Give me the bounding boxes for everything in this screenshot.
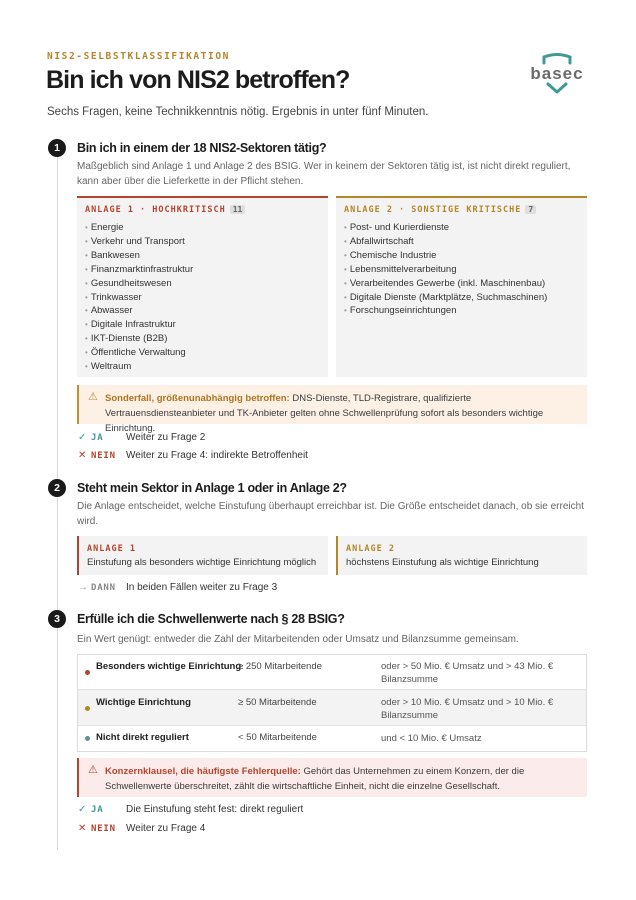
anlage-1-list <box>85 221 193 374</box>
question-2-description: Die Anlage entscheidet, welche Einstufung überhaupt erreichbar ist. Die Größe entscheidet danach, ob sie erreicht wird. <box>77 501 584 527</box>
anlage-1-heading: ANLAGE 1 · HOCHKRITISCH 11 <box>85 205 245 215</box>
list-item: • Digitale Dienste (Marktplätze, Suchmaschinen) <box>344 291 548 303</box>
row-label: Nicht direkt reguliert <box>96 732 189 743</box>
list-item: • Energie <box>85 222 124 233</box>
list-item: • Lebensmittelverarbeitung <box>344 263 457 275</box>
step-number-2: 2 <box>48 479 66 497</box>
group-clause-callout <box>77 758 587 797</box>
row-finance: und < 10 Mio. € Umsatz <box>381 733 482 744</box>
anlage-2-list <box>344 221 547 318</box>
status-dot <box>85 706 90 711</box>
row-employees: ≥ 250 Mitarbeitende <box>238 661 322 672</box>
page-subtitle: Sechs Fragen, keine Technikkenntnis nötig. Ergebnis in unter fünf Minuten. <box>47 106 429 118</box>
answer-no-key: NEIN <box>91 451 116 461</box>
callout-text: Gehört das Unternehmen zu einem Konzern, der die Schwellenwerte überschreitet, zählt die wirtschaftliche Einheit, nicht die einzelne Gesellschaft. <box>105 766 525 792</box>
question-2-title: Steht mein Sektor in Anlage 1 oder in Anlage 2? <box>77 481 347 495</box>
list-item: • IKT-Dienste (B2B) <box>85 333 168 345</box>
row-label: Wichtige Einrichtung <box>96 697 191 708</box>
list-item: • Öffentliche Verwaltung <box>85 347 186 359</box>
step-number-3: 3 <box>48 610 66 628</box>
callout-bold-label: Konzernklausel, die häufigste Fehlerquelle: <box>105 766 301 777</box>
anlage-1-result-text: Einstufung als besonders wichtige Einrichtung möglich <box>87 557 317 568</box>
answer-no-key: NEIN <box>91 824 116 834</box>
list-item: • Forschungseinrichtungen <box>344 305 457 317</box>
step-number-1: 1 <box>48 139 66 157</box>
anlage-2-result-text: höchstens Einstufung als wichtige Einrichtung <box>346 557 539 568</box>
anlage-2-result-heading: ANLAGE 2 <box>346 544 395 554</box>
anlage-2-result-box <box>336 536 587 575</box>
list-item: • Trinkwasser <box>85 291 142 303</box>
question-1-title: Bin ich in einem der 18 NIS2-Sektoren tätig? <box>77 141 327 155</box>
warning-icon: ⚠ <box>88 391 98 403</box>
answer-no-text: Weiter zu Frage 4 <box>126 823 206 834</box>
anlage-2-heading: ANLAGE 2 · SONSTIGE KRITISCHE 7 <box>344 205 536 215</box>
check-icon: ✓ <box>78 432 87 443</box>
row-finance: oder > 10 Mio. € Umsatz und > 10 Mio. € Bilanzsumme <box>381 697 554 721</box>
list-item: • Finanzmarktinfrastruktur <box>85 263 194 275</box>
arrow-right-icon: → <box>78 582 88 593</box>
threshold-table <box>77 654 587 752</box>
row-employees: < 50 Mitarbeitende <box>238 732 317 743</box>
status-dot <box>85 670 90 675</box>
anlage-1-result-box <box>77 536 328 575</box>
answer-yes-key: JA <box>91 805 104 815</box>
page-title: Bin ich von NIS2 betroffen? <box>46 66 350 94</box>
status-dot <box>85 736 90 741</box>
list-item: • Verkehr und Transport <box>85 235 185 247</box>
table-row <box>78 726 586 751</box>
anlage-2-count: 7 <box>525 205 536 214</box>
special-case-callout <box>77 385 587 434</box>
row-label: Besonders wichtige Einrichtung <box>96 661 242 672</box>
answer-then-key: DANN <box>91 583 116 593</box>
list-item: • Bankwesen <box>85 249 140 261</box>
table-row <box>78 655 586 690</box>
check-icon: ✓ <box>78 804 87 815</box>
list-item: • Post- und Kurierdienste <box>344 222 450 233</box>
eyebrow-label: NIS2-SELBSTKLASSIFIKATION <box>47 51 230 62</box>
warning-icon: ⚠ <box>88 764 98 776</box>
list-item: • Abwasser <box>85 305 133 317</box>
cross-icon: ✕ <box>78 450 87 461</box>
question-3-description: Ein Wert genügt: entweder die Zahl der Mitarbeitenden oder Umsatz und Bilanzsumme gemeinsam. <box>77 634 519 645</box>
list-item: • Weltraum <box>85 361 132 373</box>
timeline-rail <box>57 150 58 850</box>
row-finance: oder > 50 Mio. € Umsatz und > 43 Mio. € Bilanzsumme <box>381 661 554 685</box>
callout-bold-label: Sonderfall, größenunabhängig betroffen: <box>105 393 290 404</box>
list-item: • Gesundheitswesen <box>85 277 172 289</box>
logo-text: basec <box>530 64 584 83</box>
callout-text: DNS-Dienste, TLD-Registrare, qualifizierte Vertrauensdiensteanbieter und TK-Anbieter gelten ohne Schwellenprüfung sofort als besonders wichtige Einrichtung. <box>105 393 544 434</box>
list-item: • Verarbeitendes Gewerbe (inkl. Maschinenbau) <box>344 277 546 289</box>
answer-yes-key: JA <box>91 433 104 443</box>
list-item: • Chemische Industrie <box>344 249 437 261</box>
answer-yes-text: Die Einstufung steht fest: direkt reguliert <box>126 804 304 815</box>
answer-no-text: Weiter zu Frage 4: indirekte Betroffenheit <box>126 450 308 461</box>
list-item: • Digitale Infrastruktur <box>85 319 176 331</box>
cross-icon: ✕ <box>78 823 87 834</box>
basec-logo <box>526 53 588 95</box>
table-row <box>78 690 586 726</box>
list-item: • Abfallwirtschaft <box>344 235 414 247</box>
anlage-2-box <box>336 196 587 377</box>
row-employees: ≥ 50 Mitarbeitende <box>238 697 317 708</box>
anlage-1-box <box>77 196 328 377</box>
question-3-title: Erfülle ich die Schwellenwerte nach § 28 BSIG? <box>77 612 345 626</box>
question-1-description: Maßgeblich sind Anlage 1 und Anlage 2 des BSIG. Wer in keinem der Sektoren tätig ist, ist nicht direkt reguliert, kann aber über die Lieferkette in der Pflicht stehen. <box>77 161 571 187</box>
anlage-1-count: 11 <box>230 205 246 214</box>
answer-yes-text: Weiter zu Frage 2 <box>126 432 206 443</box>
anlage-1-result-heading: ANLAGE 1 <box>87 544 136 554</box>
answer-then-text: In beiden Fällen weiter zu Frage 3 <box>126 582 278 593</box>
